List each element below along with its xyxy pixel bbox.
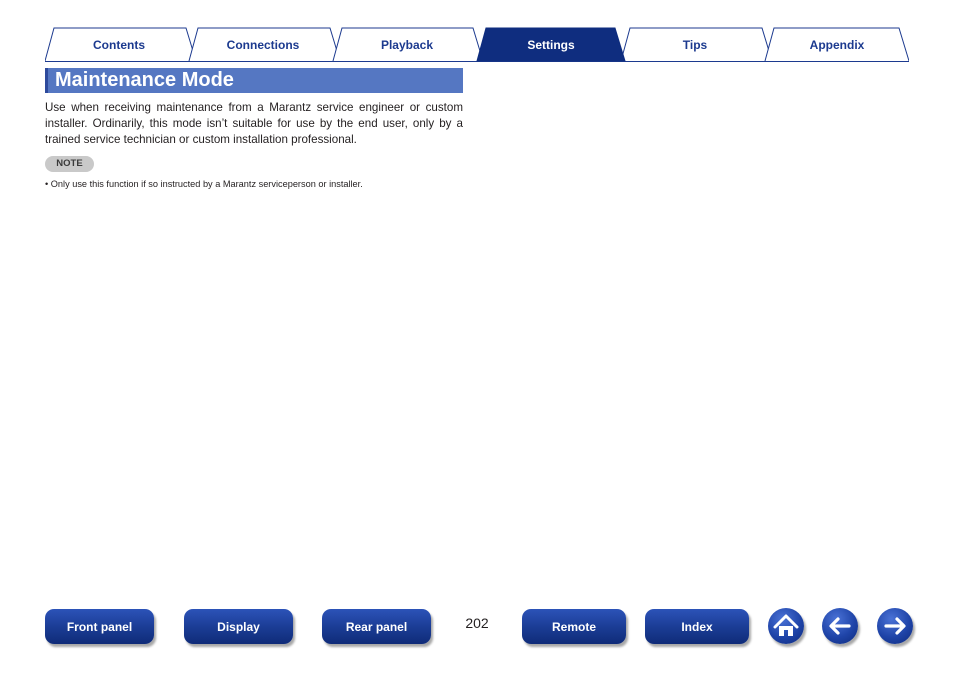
home-button[interactable] — [768, 608, 804, 644]
forward-button[interactable] — [877, 608, 913, 644]
note-badge: NOTE — [45, 156, 94, 172]
tab-settings[interactable]: Settings — [527, 38, 575, 52]
back-button[interactable] — [822, 608, 858, 644]
front-panel-button[interactable]: Front panel — [45, 609, 154, 644]
page-title: Maintenance Mode — [45, 68, 463, 93]
page-number: 202 — [465, 615, 489, 631]
note-text: • Only use this function if so instructed by a Marantz serviceperson or installer. — [45, 179, 363, 189]
body-paragraph: Use when receiving maintenance from a Marantz service engineer or custom installer. Ordinarily, this mode isn’t suitable for use by the end user, only by a trained service technician or custom installation professional. — [45, 101, 463, 146]
arrow-left-icon — [822, 608, 858, 644]
rear-panel-button[interactable]: Rear panel — [322, 609, 431, 644]
tab-appendix[interactable]: Appendix — [809, 38, 865, 52]
tab-connections[interactable]: Connections — [226, 38, 300, 52]
remote-button[interactable]: Remote — [522, 609, 626, 644]
display-button[interactable]: Display — [184, 609, 293, 644]
tab-contents[interactable]: Contents — [93, 38, 145, 52]
top-tab-bar — [45, 26, 909, 62]
index-button[interactable]: Index — [645, 609, 749, 644]
tab-tips[interactable]: Tips — [682, 38, 708, 52]
arrow-right-icon — [877, 608, 913, 644]
tab-playback[interactable]: Playback — [380, 38, 434, 52]
home-icon — [768, 608, 804, 644]
